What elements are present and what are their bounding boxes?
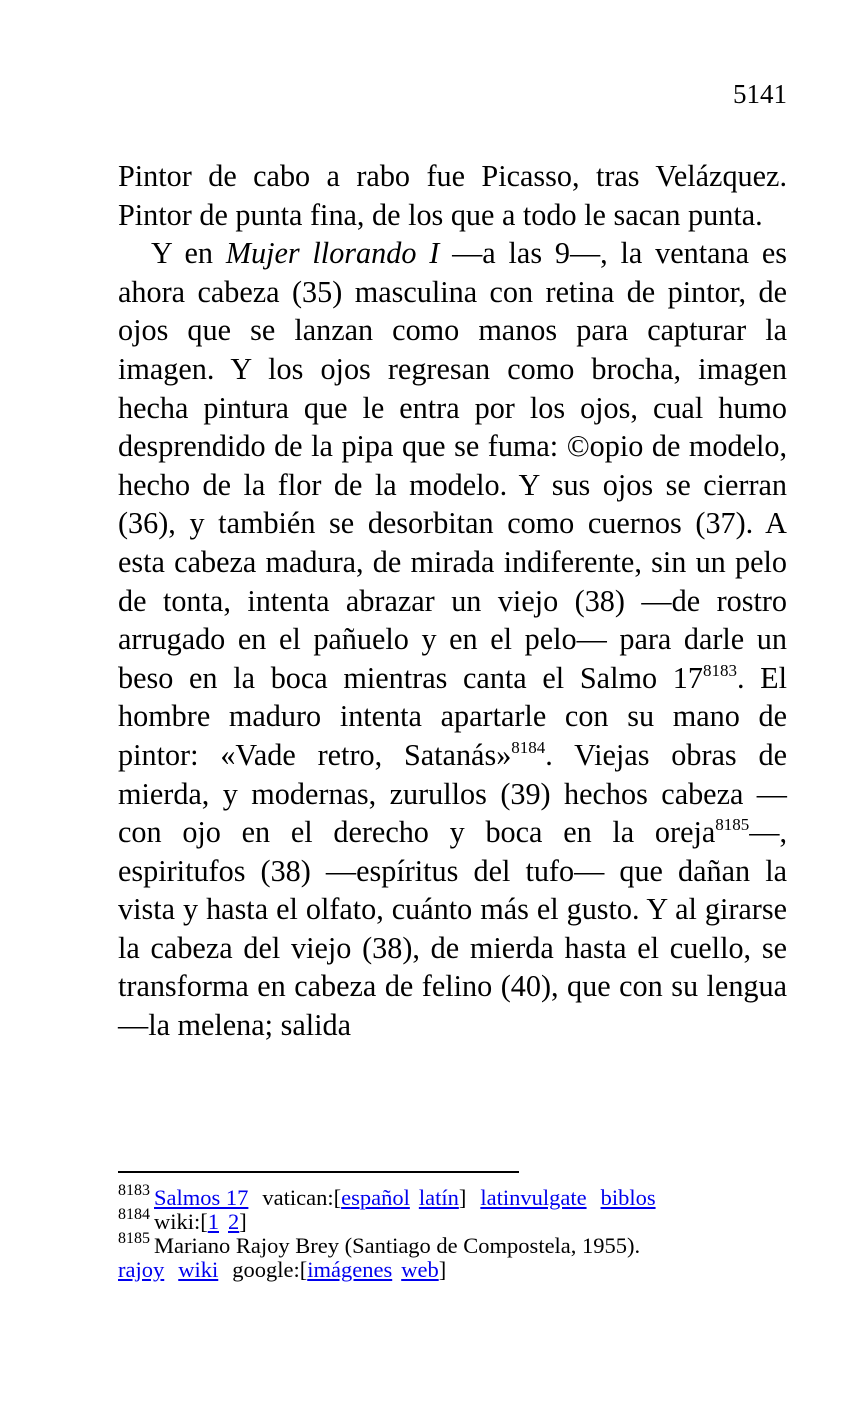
link-wiki[interactable]: wiki <box>178 1257 219 1282</box>
paragraph-1: Pintor de cabo a rabo fue Picasso, tras Velázquez. Pintor de punta fina, de los que a todo le sacan punta. <box>118 159 787 232</box>
link-salmos-17[interactable]: Salmos 17 <box>154 1185 249 1210</box>
wiki-suffix: ] <box>239 1209 247 1234</box>
page-number: 5141 <box>733 79 787 109</box>
footnote-ref-8184[interactable]: 8184 <box>511 737 546 757</box>
footnote-8185 <box>118 1230 818 1258</box>
link-wiki-2[interactable]: 2 <box>228 1209 240 1234</box>
link-google-images[interactable]: imágenes <box>307 1257 393 1282</box>
google-prefix: google:[ <box>232 1257 308 1282</box>
paragraph-2 <box>118 234 787 1044</box>
paragraph-2-text-2: . El hombre maduro intenta apartarle con su mano de pintor: «Vade retro, Satanás» <box>118 660 788 772</box>
paragraph-2-text-4: —, espiritufos (38) —espíritus del tufo— que dañan la vista y hasta el olfato, cuánto más el gusto. Y al girarse la cabeza del viejo (38), de mierda hasta el cuello, se transforma en cabeza de felino (40), que con su lengua —la melena; salida <box>118 815 787 1043</box>
link-google-web[interactable]: web <box>401 1257 439 1282</box>
footnote-text: Mariano Rajoy Brey (Santiago de Compostela, 1955). <box>154 1233 641 1258</box>
footnote-number: 8183 <box>118 1182 150 1199</box>
link-espanol[interactable]: español <box>341 1185 410 1210</box>
body-text <box>118 157 787 1045</box>
footnote-8185-links <box>118 1258 818 1282</box>
paragraph-2-text-1: —a las 9—, la ventana es ahora cabeza (35) masculina con retina de pintor, de ojos que se lanzan como manos para capturar la imagen. Y los ojos regresan como brocha, imagen hecha pintura que le entra por los ojos, cual humo desprendido de la pipa que se fuma: ©opio de modelo, hecho de la flor de la modelo. Y sus ojos se cierran (36), y también se desorbitan como cuernos (37). A esta cabeza madura, de mirada indiferente, sin un pelo de tonta, intenta abrazar un viejo (38) —de rostro arrugado en el pañuelo y en el pelo— para darle un beso en la boca mientras canta el Salmo 17 <box>118 236 787 695</box>
footnote-ref-8183[interactable]: 8183 <box>702 660 737 680</box>
footnotes <box>118 1182 818 1282</box>
wiki-prefix: wiki:[ <box>154 1209 208 1234</box>
link-latin[interactable]: latín <box>418 1185 459 1210</box>
paragraph-2-lead: Y en <box>151 236 226 271</box>
link-wiki-1[interactable]: 1 <box>207 1209 219 1234</box>
footnote-ref-8185[interactable]: 8185 <box>715 815 750 835</box>
footnote-number: 8184 <box>118 1206 150 1223</box>
paragraph-2-text-3: . Viejas obras de mierda, y modernas, zurullos (39) hechos cabeza —con ojo en el derecho y boca en la oreja <box>118 737 787 850</box>
link-rajoy[interactable]: rajoy <box>118 1257 165 1282</box>
vatican-prefix: vatican:[ <box>262 1185 342 1210</box>
link-biblos[interactable]: biblos <box>600 1185 656 1210</box>
footnote-separator <box>118 1171 519 1173</box>
artwork-title: Mujer llorando I <box>225 236 440 271</box>
link-latinvulgate[interactable]: latinvulgate <box>480 1185 587 1210</box>
footnote-8184 <box>118 1206 818 1234</box>
footnote-number: 8185 <box>118 1230 150 1247</box>
footnote-8183 <box>118 1182 818 1210</box>
google-suffix: ] <box>438 1257 447 1282</box>
vatican-suffix: ] <box>458 1185 467 1210</box>
